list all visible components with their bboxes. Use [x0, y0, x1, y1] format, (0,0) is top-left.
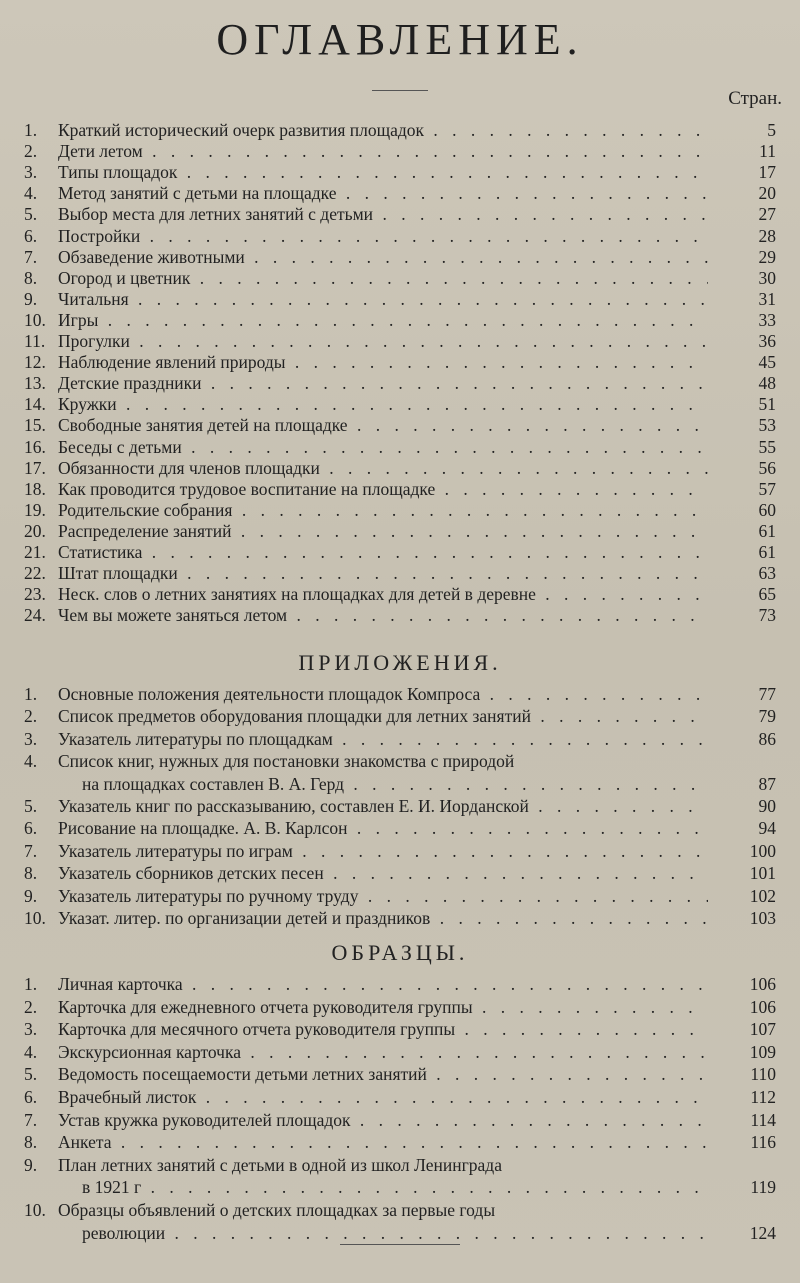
page-title: ОГЛАВЛЕНИЕ.: [216, 15, 584, 64]
entry-title: Врачебный листок . . .: [58, 1087, 708, 1108]
entry-page-number: 100: [749, 840, 776, 861]
entry-number: 2.: [24, 706, 38, 727]
entry-title: Экскурсионная карточка . . .: [58, 1042, 708, 1063]
entry-number: 3.: [24, 1019, 38, 1040]
appendix-title: ПРИЛОЖЕНИЯ.: [298, 650, 502, 675]
entry-page-number: 61: [758, 520, 776, 541]
entry-title: Беседы с детьми . . .: [58, 437, 708, 458]
entry-number: 10.: [24, 1200, 46, 1220]
entry-number: 2.: [24, 141, 38, 162]
entry-page-number: 17: [758, 162, 776, 183]
entry-title: Дети летом . . .: [58, 141, 708, 162]
entry-number: 2.: [24, 996, 38, 1017]
entry-title: Образцы объявлений о детских площадках за первые годы: [58, 1200, 496, 1220]
entry-number: 23.: [24, 584, 46, 605]
entry-number: 7.: [24, 246, 38, 267]
entry-page-number: 106: [749, 996, 776, 1017]
entry-title: Ведомость посещаемости детьми летних занятий . . .: [58, 1064, 708, 1085]
entry-title: Читальня . . .: [58, 289, 708, 310]
entry-page-number: 53: [758, 415, 776, 436]
entry-page-number: 106: [749, 974, 776, 994]
entry-number: 5.: [24, 204, 38, 225]
entry-title: Краткий исторический очерк развития площадок . . .: [58, 120, 708, 141]
entry-title: Обзаведение животными . . .: [58, 247, 708, 268]
entry-page-number: 60: [758, 499, 776, 520]
entry-page-number: 94: [758, 818, 776, 839]
entry-number: 19.: [24, 499, 46, 520]
entry-title: Неск. слов о летних занятиях на площадках для детей в деревне . . .: [58, 584, 708, 605]
entry-page-number: 33: [758, 309, 776, 330]
entry-page-number: 109: [749, 1041, 776, 1062]
entry-number: 1.: [24, 120, 38, 140]
entry-number: 6.: [24, 225, 38, 246]
entry-page-number: 57: [758, 478, 776, 499]
entry-title: Указатель сборников детских песен . . .: [58, 863, 708, 884]
entry-page-number: 29: [758, 246, 776, 267]
entry-title: Свободные занятия детей на площадке . . .: [58, 415, 708, 436]
entry-page-number: 61: [758, 542, 776, 562]
entry-page-number: 77: [758, 684, 776, 704]
entry-page-number: 11: [759, 141, 776, 162]
entry-title: Список книг, нужных для постановки знакомства с природой: [58, 751, 515, 772]
entry-title: Чем вы можете заняться летом . . .: [58, 605, 708, 626]
entry-number: 12.: [24, 352, 46, 373]
entry-number: 1.: [24, 974, 38, 994]
entry-page-number: 87: [758, 773, 776, 794]
entry-page-number: 31: [758, 288, 776, 309]
entry-page-number: 116: [750, 1132, 776, 1153]
entry-number: 7.: [24, 1109, 38, 1130]
entry-number: 3.: [24, 162, 38, 183]
entry-number: 3.: [24, 728, 38, 749]
entry-number: 16.: [24, 436, 46, 457]
entry-number: 13.: [24, 373, 46, 394]
entry-number: 9.: [24, 885, 38, 906]
entry-number: 22.: [24, 563, 46, 584]
entry-title: Указатель книг по рассказыванию, составлен Е. И. Иорданской . . .: [58, 796, 708, 817]
entry-number: 1.: [24, 684, 38, 704]
entry-number: 14.: [24, 394, 46, 415]
entry-number: 6.: [24, 1087, 38, 1107]
entry-title: Указат. литер. по организации детей и праздников . . .: [58, 908, 708, 929]
entry-title: Указатель литературы по площадкам . . .: [58, 729, 708, 750]
entry-title: Список предметов оборудования площадки для летних занятий . . .: [58, 706, 708, 727]
page-column-label: Стран.: [728, 88, 782, 109]
entry-title: Родительские собрания . . .: [58, 500, 708, 521]
entry-number: 5.: [24, 796, 38, 816]
entry-page-number: 56: [758, 457, 776, 478]
entry-title: Указатель литературы по ручному труду . . .: [58, 886, 708, 907]
entry-page-number: 65: [758, 584, 776, 605]
entry-number: 15.: [24, 415, 46, 436]
entry-number: 4.: [24, 751, 38, 772]
entry-page-number: 103: [749, 908, 776, 928]
entry-number: 8.: [24, 1132, 38, 1153]
entry-number: 8.: [24, 863, 38, 884]
entry-title: Рисование на площадке. А. В. Карлсон . . .: [58, 818, 708, 839]
entry-number: 18.: [24, 478, 46, 499]
entry-title: Личная карточка . . .: [58, 974, 708, 995]
entry-page-number: 28: [758, 225, 776, 246]
entry-page-number: 20: [758, 183, 776, 204]
entry-title: Основные положения деятельности площадок Компроса . . .: [58, 684, 708, 705]
entry-page-number: 102: [749, 885, 776, 906]
entry-page-number: 90: [758, 796, 776, 816]
entry-title: Карточка для месячного отчета руководителя группы . . .: [58, 1019, 708, 1040]
entry-page-number: 63: [758, 563, 776, 584]
entry-title: Метод занятий с детьми на площадке . . .: [58, 183, 708, 204]
entry-number: 8.: [24, 267, 38, 288]
entry-page-number: 30: [758, 267, 776, 288]
entry-title: Устав кружка руководителей площадок . . .: [58, 1110, 708, 1131]
entry-title: План летних занятий с детьми в одной из школ Ленинграда: [58, 1154, 502, 1175]
entry-number: 17.: [24, 457, 46, 478]
entry-title: Типы площадок . . .: [58, 162, 708, 183]
entry-title: Штат площадки . . .: [58, 563, 708, 584]
title-divider: [372, 90, 428, 91]
entry-title: Огород и цветник . . .: [58, 268, 708, 289]
entry-title: Карточка для ежедневного отчета руководителя группы . . .: [58, 997, 708, 1018]
entry-page-number: 27: [758, 204, 776, 225]
entry-number: 9.: [24, 288, 38, 309]
entry-number: 10.: [24, 309, 46, 330]
entry-page-number: 5: [767, 120, 776, 140]
entry-number: 9.: [24, 1154, 38, 1175]
entry-title: Игры . . .: [58, 310, 708, 331]
samples-title: ОБРАЗЦЫ.: [331, 940, 469, 965]
entry-number: 4.: [24, 1041, 38, 1062]
entry-page-number: 51: [758, 394, 776, 415]
entry-page-number: 73: [758, 605, 776, 626]
entry-number: 10.: [24, 908, 46, 928]
entry-title: Кружки . . .: [58, 394, 708, 415]
entry-title-continued: революции . . .: [82, 1223, 708, 1244]
entry-number: 4.: [24, 183, 38, 204]
entry-page-number: 79: [758, 706, 776, 727]
entry-title: Распределение занятий . . .: [58, 521, 708, 542]
entry-page-number: 45: [758, 352, 776, 373]
entry-title: Детские праздники . . .: [58, 373, 708, 394]
entry-title: Статистика . . .: [58, 542, 708, 563]
entry-title: Выбор места для летних занятий с детьми . . .: [58, 204, 708, 225]
entry-title: Прогулки . . .: [58, 331, 708, 352]
entry-title-continued: на площадках составлен В. А. Герд . . .: [82, 774, 708, 795]
entry-number: 7.: [24, 840, 38, 861]
entry-title-continued: в 1921 г . . .: [82, 1177, 708, 1198]
entry-title: Обязанности для членов площадки . . .: [58, 458, 708, 479]
entry-page-number: 112: [750, 1087, 776, 1107]
entry-page-number: 107: [749, 1019, 776, 1040]
entry-title: Указатель литературы по играм . . .: [58, 841, 708, 862]
entry-title: Анкета . . .: [58, 1132, 708, 1153]
entry-page-number: 124: [749, 1222, 776, 1243]
entry-title: Как проводится трудовое воспитание на площадке . . .: [58, 479, 708, 500]
entry-number: 11.: [24, 331, 46, 351]
entry-number: 21.: [24, 542, 46, 562]
entry-page-number: 119: [750, 1177, 776, 1198]
entry-number: 6.: [24, 818, 38, 839]
entry-page-number: 48: [758, 373, 776, 394]
entry-number: 24.: [24, 605, 46, 626]
entry-number: 5.: [24, 1064, 38, 1085]
entry-page-number: 101: [749, 863, 776, 884]
entry-title: Постройки . . .: [58, 226, 708, 247]
entry-page-number: 86: [758, 728, 776, 749]
entry-title: Наблюдение явлений природы . . .: [58, 352, 708, 373]
entry-number: 20.: [24, 520, 46, 541]
entry-page-number: 55: [758, 436, 776, 457]
bottom-divider: [340, 1244, 460, 1245]
entry-page-number: 114: [750, 1109, 776, 1130]
entry-page-number: 36: [758, 331, 776, 351]
entry-page-number: 110: [750, 1064, 776, 1085]
